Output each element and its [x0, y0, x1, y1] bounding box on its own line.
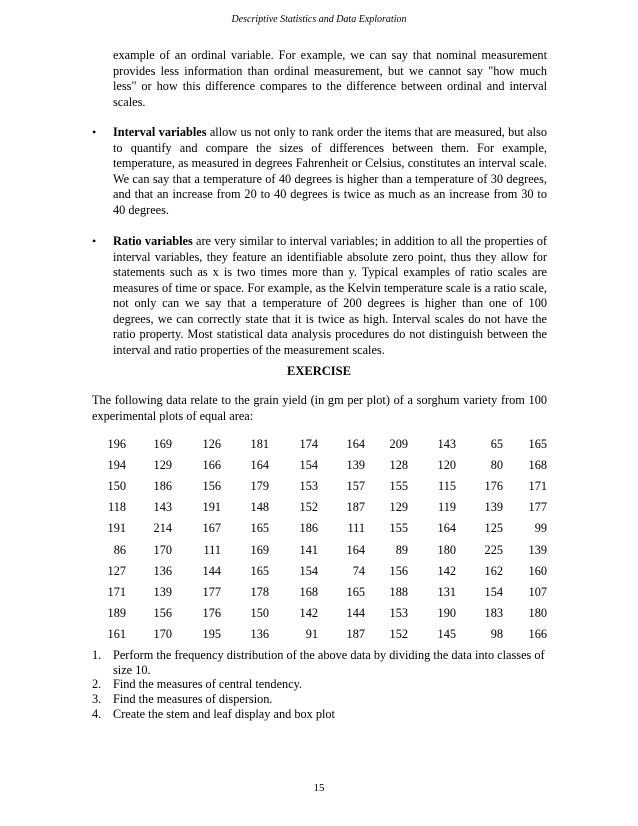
table-cell: 191 — [202, 500, 221, 515]
table-cell: 179 — [250, 479, 269, 494]
table-cell: 166 — [202, 458, 221, 473]
bullet-interval-variables — [92, 125, 547, 218]
exercise-task-list — [92, 648, 547, 722]
table-cell: 156 — [153, 605, 172, 620]
table-cell: 165 — [250, 563, 269, 578]
table-cell: 156 — [389, 563, 408, 578]
table-cell: 164 — [346, 437, 365, 452]
table-cell: 127 — [107, 563, 126, 578]
table-row — [92, 434, 547, 455]
table-cell: 107 — [528, 584, 547, 599]
bullet-text: are very similar to interval variables; in addition to all the properties of interval variables, they feature an identifiable absolute zero point, thus they allow for statements such as x is two times more than y. Typical examples of ratio scales are measures of time or space. For example, as the Kelvin temperature scale is a ratio scale, not only can we say that a temperature of 200 degrees is higher than one of 100 degrees, we can correctly state that it is twice as high. Interval scales do not have the ratio property. Most statistical data analysis procedures do not distinguish between the interval and ratio properties of the measurement scales. — [113, 234, 547, 357]
continuation-paragraph: example of an ordinal variable. For example, we can say that nominal measurement provides less information than ordinal measurement, but we cannot say "how much less" or how this difference compares to the difference between ordinal and interval scales. — [113, 48, 547, 109]
table-cell: 119 — [438, 500, 456, 515]
task-number: 3. — [92, 692, 102, 707]
table-cell: 154 — [299, 458, 318, 473]
table-cell: 150 — [107, 479, 126, 494]
table-cell: 209 — [389, 437, 408, 452]
table-cell: 139 — [484, 500, 503, 515]
table-cell: 225 — [484, 542, 503, 557]
table-cell: 181 — [250, 437, 269, 452]
bullet-icon: • — [92, 234, 97, 248]
table-cell: 169 — [153, 437, 172, 452]
table-cell: 152 — [299, 500, 318, 515]
table-cell: 188 — [389, 584, 408, 599]
table-cell: 187 — [346, 626, 365, 641]
table-cell: 89 — [395, 542, 408, 557]
table-cell: 156 — [202, 479, 221, 494]
table-cell: 169 — [250, 542, 269, 557]
table-cell: 98 — [490, 626, 503, 641]
table-cell: 143 — [153, 500, 172, 515]
table-cell: 86 — [113, 542, 126, 557]
table-cell: 176 — [484, 479, 503, 494]
table-cell: 154 — [484, 584, 503, 599]
exercise-heading: EXERCISE — [287, 364, 351, 378]
table-cell: 74 — [352, 563, 365, 578]
table-cell: 120 — [437, 458, 456, 473]
running-header: Descriptive Statistics and Data Exploration — [231, 14, 407, 25]
page-number: 15 — [313, 782, 325, 794]
table-row — [92, 518, 547, 539]
table-cell: 65 — [490, 437, 503, 452]
table-cell: 178 — [250, 584, 269, 599]
table-cell: 171 — [107, 584, 126, 599]
table-cell: 186 — [299, 521, 318, 536]
table-cell: 128 — [389, 458, 408, 473]
yield-data-table — [92, 434, 547, 645]
table-cell: 189 — [107, 605, 126, 620]
bullet-icon: • — [92, 125, 97, 139]
table-cell: 162 — [484, 563, 503, 578]
table-cell: 195 — [202, 626, 221, 641]
table-cell: 191 — [107, 521, 126, 536]
table-row — [92, 603, 547, 624]
table-cell: 196 — [107, 437, 126, 452]
table-cell: 144 — [346, 605, 365, 620]
table-cell: 180 — [437, 542, 456, 557]
table-cell: 148 — [250, 500, 269, 515]
table-cell: 111 — [203, 542, 221, 557]
table-cell: 214 — [153, 521, 172, 536]
task-number: 4. — [92, 706, 102, 721]
table-cell: 136 — [250, 626, 269, 641]
task-number: 1. — [92, 648, 102, 662]
table-cell: 174 — [299, 437, 318, 452]
term-ratio-variables: Ratio variables — [113, 234, 193, 248]
table-cell: 99 — [534, 521, 547, 536]
table-cell: 145 — [437, 626, 456, 641]
table-cell: 129 — [153, 458, 172, 473]
table-cell: 170 — [153, 542, 172, 557]
list-item — [92, 648, 547, 677]
table-cell: 154 — [299, 563, 318, 578]
table-cell: 187 — [346, 500, 365, 515]
task-text: Perform the frequency distribution of the above data by dividing the data into classes of size 10. — [113, 648, 545, 677]
table-row — [92, 561, 547, 582]
table-cell: 139 — [528, 542, 547, 557]
task-text: Find the measures of dispersion. — [113, 692, 273, 707]
table-cell: 111 — [347, 521, 365, 536]
table-cell: 190 — [437, 605, 456, 620]
table-cell: 152 — [389, 626, 408, 641]
table-cell: 129 — [389, 500, 408, 515]
table-cell: 153 — [389, 605, 408, 620]
table-row — [92, 497, 547, 518]
table-cell: 144 — [202, 563, 221, 578]
table-cell: 115 — [438, 479, 456, 494]
table-cell: 161 — [107, 626, 126, 641]
table-cell: 180 — [528, 605, 547, 620]
table-cell: 142 — [299, 605, 318, 620]
table-cell: 160 — [528, 563, 547, 578]
list-item — [92, 692, 547, 707]
task-text: Create the stem and leaf display and box plot — [113, 706, 335, 721]
table-cell: 177 — [202, 584, 221, 599]
table-cell: 139 — [346, 458, 365, 473]
table-cell: 183 — [484, 605, 503, 620]
list-item — [92, 677, 547, 692]
table-row — [92, 624, 547, 645]
table-cell: 165 — [250, 521, 269, 536]
table-cell: 131 — [437, 584, 456, 599]
table-cell: 155 — [389, 521, 408, 536]
table-cell: 125 — [484, 521, 503, 536]
table-cell: 170 — [153, 626, 172, 641]
bullet-text: allow us not only to rank order the items that are measured, but also to quantify and compare the sizes of differences between them. For example, temperature, as measured in degrees Fahrenheit or Celsius, constitutes an interval scale. We can say that a temperature of 40 degrees is higher than a temperature of 30 degrees, and that an increase from 20 to 40 degrees is twice as much as an increase from 30 to 40 degrees. — [113, 125, 547, 217]
table-cell: 164 — [250, 458, 269, 473]
table-cell: 166 — [528, 626, 547, 641]
table-cell: 186 — [153, 479, 172, 494]
list-item — [92, 707, 547, 722]
table-cell: 177 — [528, 500, 547, 515]
table-cell: 155 — [389, 479, 408, 494]
table-row — [92, 476, 547, 497]
table-cell: 126 — [202, 437, 221, 452]
table-cell: 164 — [346, 542, 365, 557]
term-interval-variables: Interval variables — [113, 125, 207, 139]
table-cell: 141 — [299, 542, 318, 557]
table-cell: 168 — [299, 584, 318, 599]
table-row — [92, 455, 547, 476]
table-cell: 165 — [528, 437, 547, 452]
task-number: 2. — [92, 677, 102, 692]
table-cell: 143 — [437, 437, 456, 452]
table-cell: 171 — [528, 479, 547, 494]
table-cell: 80 — [490, 458, 503, 473]
table-cell: 150 — [250, 605, 269, 620]
table-row — [92, 582, 547, 603]
exercise-intro: The following data relate to the grain yield (in gm per plot) of a sorghum variety from 100 experimental plots of equal area: — [92, 393, 547, 423]
table-cell: 164 — [437, 521, 456, 536]
table-cell: 91 — [305, 626, 318, 641]
table-cell: 165 — [346, 584, 365, 599]
table-cell: 157 — [346, 479, 365, 494]
table-cell: 136 — [153, 563, 172, 578]
table-cell: 168 — [528, 458, 547, 473]
table-cell: 142 — [437, 563, 456, 578]
table-cell: 153 — [299, 479, 318, 494]
table-cell: 139 — [153, 584, 172, 599]
table-cell: 167 — [202, 521, 221, 536]
bullet-ratio-variables — [92, 234, 547, 358]
table-cell: 194 — [107, 458, 126, 473]
table-cell: 176 — [202, 605, 221, 620]
task-text: Find the measures of central tendency. — [113, 677, 303, 692]
table-row — [92, 539, 547, 560]
table-cell: 118 — [108, 500, 126, 515]
